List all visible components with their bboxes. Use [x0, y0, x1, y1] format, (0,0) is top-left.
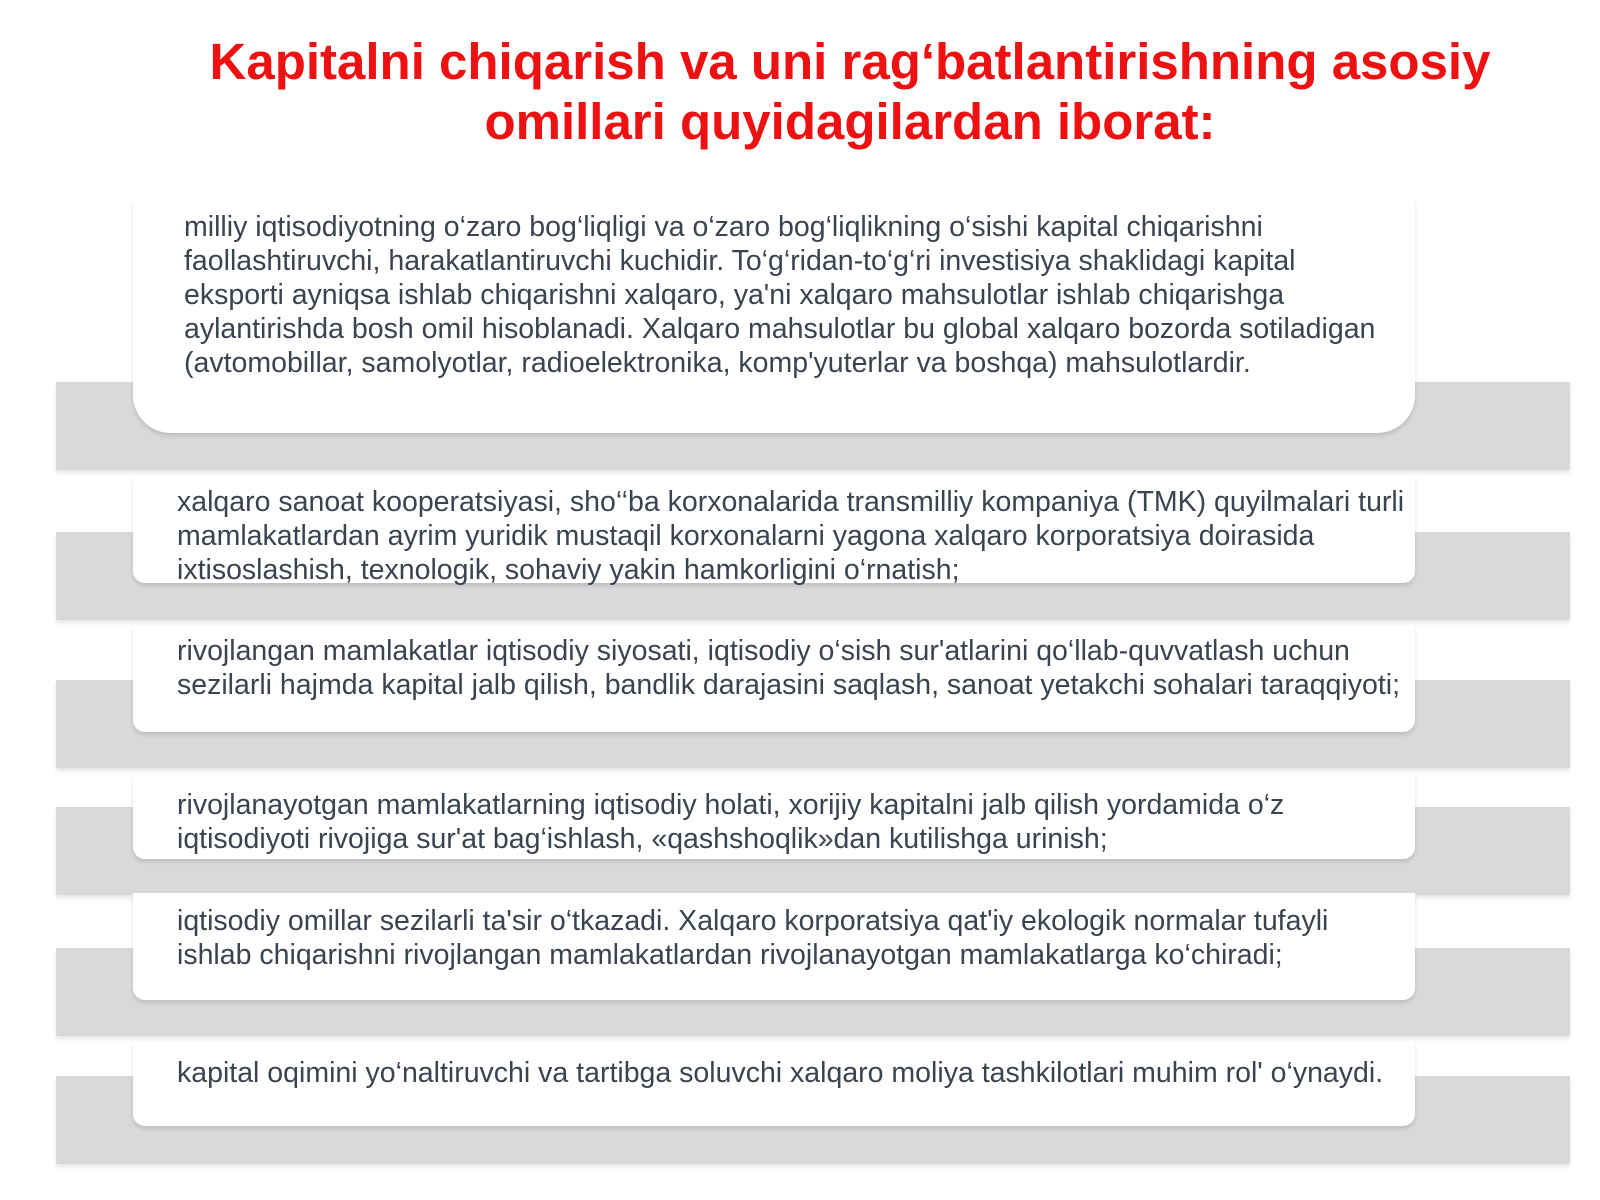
item-5-text: iqtisodiy omillar sezilarli ta'sir o‘tkazadi. Xalqaro korporatsiya qat'iy ekologik normalar tufayli ishlab chiqarishni rivojlangan mamlakatlardan rivojlanayotgan mamlakatlarga ko‘chiradi; [177, 905, 1329, 971]
slide-title: Kapitalni chiqarish va uni rag‘batlantirishning asosiy omillari quyidagilardan iborat: [209, 33, 1491, 150]
item-2-text: xalqaro sanoat kooperatsiyasi, sho‘‘ba korxonalarida transmilliy kompaniya (TMK) quyilmalari turli mamlakatlardan ayrim yuridik mustaqil korxonalarni yagona xalqaro korporatsiya doirasida ixtisoslashish, texnologik, sohaviy yakin hamkorligini o‘rnatish; [177, 486, 1405, 586]
item-3-text: rivojlangan mamlakatlar iqtisodiy siyosati, iqtisodiy o‘sish sur'atlarini qo‘llab-quvvatlash uchun sezilarli hajmda kapital jalb qilish, bandlik darajasini saqlash, sanoat yetakchi sohalari taraqqiyoti; [177, 635, 1400, 701]
item-6-text: kapital oqimini yo‘naltiruvchi va tartibga soluvchi xalqaro moliya tashkilotlari muhim rol' o‘ynaydi. [177, 1057, 1384, 1089]
item-1-text: milliy iqtisodiyotning o‘zaro bog‘liqligi va o‘zaro bog‘liqlikning o‘sishi kapital chiqarishni faollashtiruvchi, harakatlantiruvchi kuchidir. To‘g‘ridan-to‘g‘ri investisiya shaklidagi kapital eksporti ayniqsa ishlab chiqarishni xalqaro, ya'ni xalqaro mahsulotlar ishlab chiqarishga aylantirishda bosh omil hisoblanadi. Xalqaro mahsulotlar bu global xalqaro bozorda sotiladigan (avtomobillar, samolyotlar, radioelektronika, komp'yuterlar va boshqa) mahsulotlardir. [184, 211, 1376, 379]
item-4-text: rivojlanayotgan mamlakatlarning iqtisodiy holati, xorijiy kapitalni jalb qilish yordamida o‘z iqtisodiyoti rivojiga sur'at bag‘ishlash, «qashshoqlik»dan kutilishga urinish; [177, 789, 1285, 855]
